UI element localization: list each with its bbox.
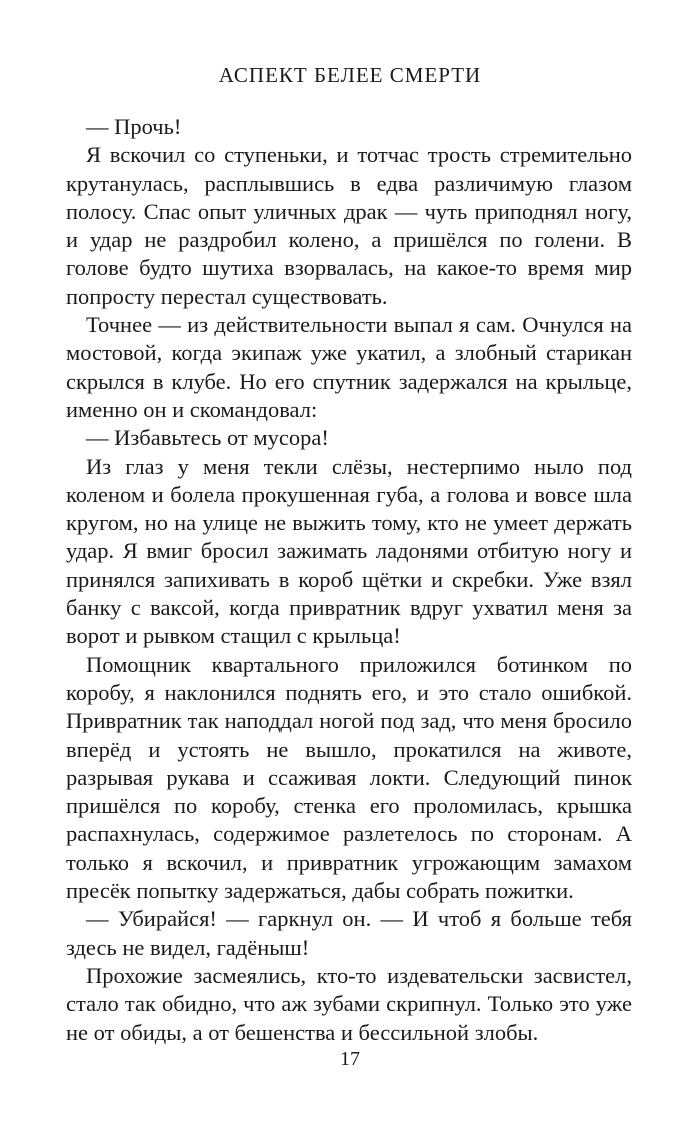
paragraph: Из глаз у меня текли слёзы, нестерпимо ныло под коленом и болела прокушенная губа, а голова и вовсе шла кругом, но на улице не выжить тому, кто не умеет держать удар. Я вмиг бросил зажимать ладонями отбитую ногу и принялся запихивать в короб щётки и скребки. Уже взял банку с ваксой, когда привратник вдруг ухватил меня за ворот и рывком стащил с крыльца! [66,453,632,649]
body-text [66,113,632,1047]
paragraph: Помощник квартального приложился ботинком по коробу, я наклонился поднять его, и это стало ошибкой. Привратник так наподдал ногой под зад, что меня бросило вперёд и устоять не вышло, прокатился на животе, разрывая рукава и ссаживая локти. Следующий пинок пришёлся по коробу, стенка его проломилась, крышка распахнулась, содержимое разлетелось по сторонам. А только я вскочил, и привратник угрожающим замахом пресёк попытку задержаться, дабы собрать пожитки. [66,651,632,904]
page-number: 17 [340,1048,360,1070]
paragraph: Точнее — из действительности выпал я сам. Очнулся на мостовой, когда экипаж уже укатил, а злобный старикан скрылся в клубе. Но его спутник задержался на крыльце, именно он и скомандовал: [66,312,632,422]
paragraph: — Избавьтесь от мусора! [86,425,329,451]
paragraph: — Убирайся! — гаркнул он. — И чтоб я больше тебя здесь не видел, гадёныш! [66,906,632,960]
paragraph: Я вскочил со ступеньки, и тотчас трость стремительно крутанулась, расплывшись в едва различимую глазом полосу. Спас опыт уличных драк — чуть приподнял ногу, и удар не раздробил колено, а пришёлся по голени. В голове будто шутиха взорвалась, на какое-то время мир попросту перестал существовать. [66,142,632,309]
running-head: АСПЕКТ БЕЛЕЕ СМЕРТИ [218,63,482,87]
paragraph: Прохожие засмеялись, кто-то издевательски засвистел, стало так обидно, что аж зубами скрипнул. Только это уже не от обиды, а от бешенства и бессильной злобы. [66,962,632,1045]
paragraph: — Прочь! [86,114,182,139]
